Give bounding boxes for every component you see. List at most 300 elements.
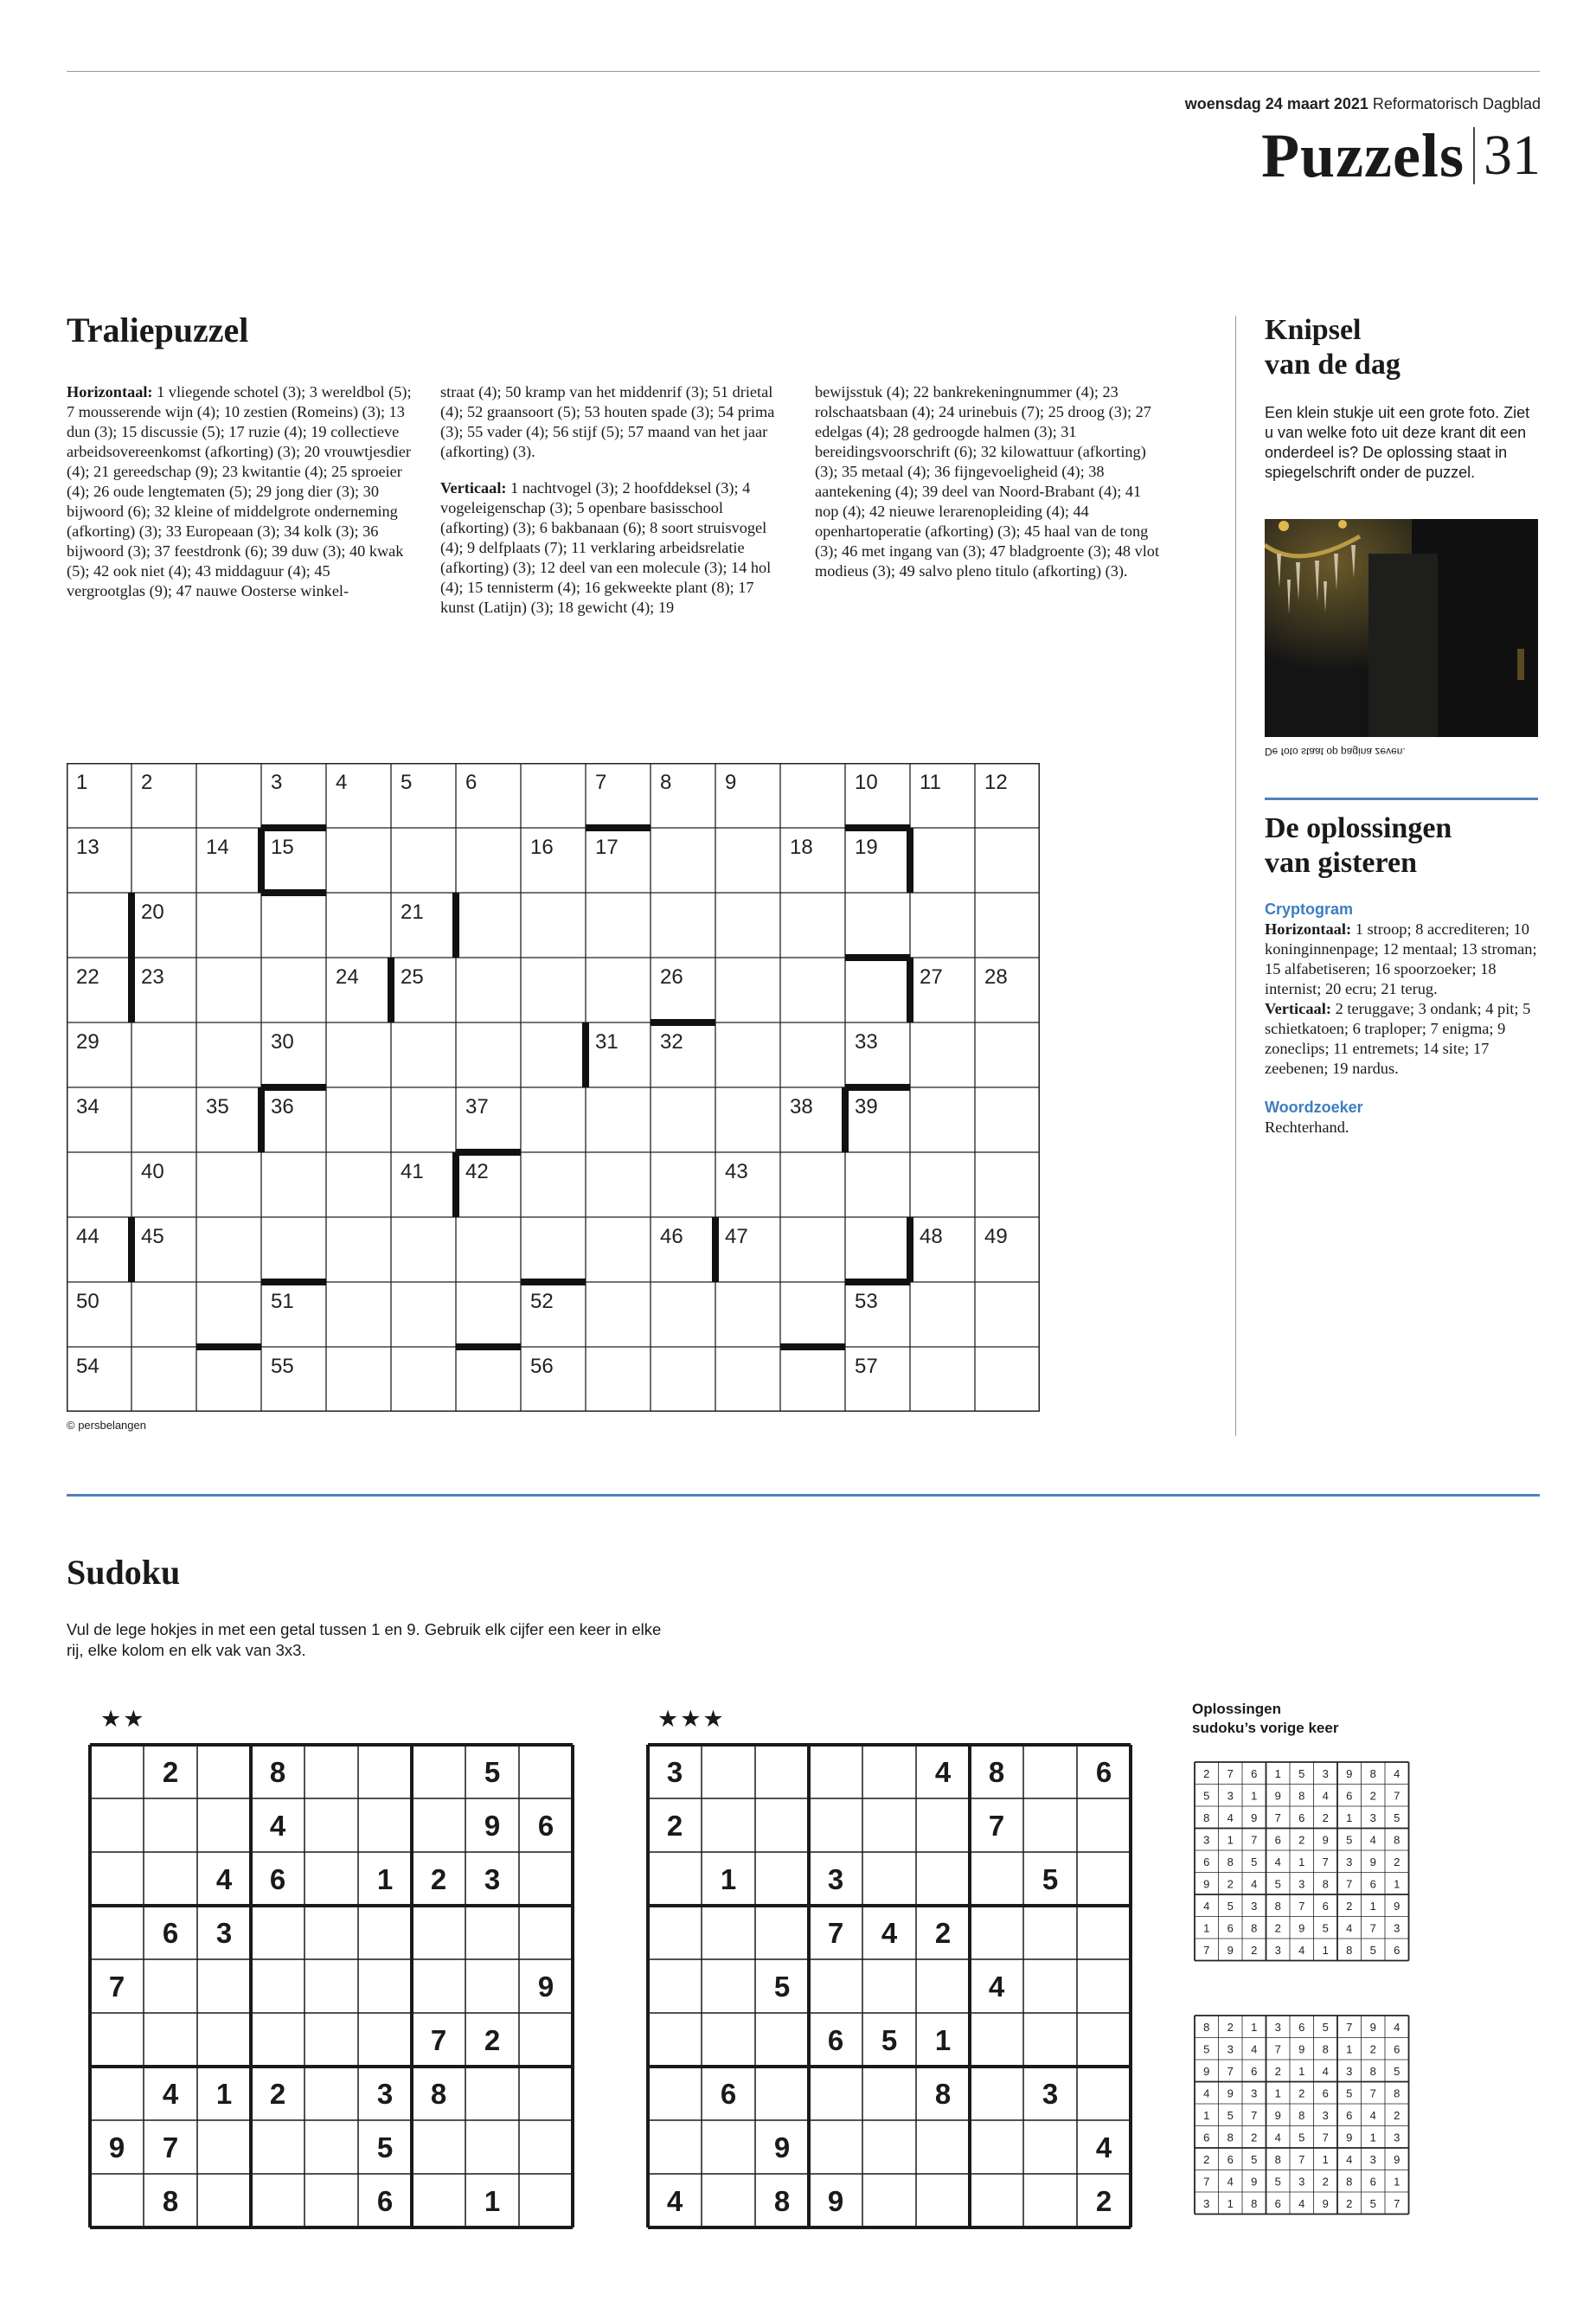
clue-number: 23: [141, 965, 164, 989]
solution-digit: 6: [1203, 1855, 1210, 1868]
sudoku-given: 5: [376, 2131, 394, 2163]
clue-number: 13: [76, 836, 99, 859]
clue-number: 10: [855, 771, 878, 794]
clues-column-3: [815, 382, 1161, 598]
solution-digit: 3: [1274, 2020, 1281, 2034]
solution-digit: 5: [1251, 1855, 1258, 1868]
solution-digit: 9: [1251, 2175, 1258, 2189]
solution-digit: 6: [1251, 1766, 1258, 1780]
solution-digit: 7: [1298, 1899, 1305, 1913]
solution-digit: 3: [1322, 1766, 1329, 1780]
solution-digit: 1: [1369, 1899, 1376, 1913]
solution-digit: 2: [1203, 1766, 1210, 1780]
solution-digit: 9: [1369, 2020, 1376, 2034]
solution-digit: 7: [1203, 2175, 1210, 2189]
solution-digit: 1: [1203, 2108, 1210, 2122]
sudoku-given: 6: [1095, 1756, 1112, 1788]
solution-digit: 1: [1274, 1766, 1281, 1780]
solution-digit: 1: [1394, 2175, 1401, 2189]
clue-number: 7: [595, 771, 607, 794]
solution-digit: 2: [1274, 2064, 1281, 2078]
sudoku-given: 7: [108, 1971, 125, 2003]
solution-digit: 2: [1298, 1833, 1305, 1847]
solution-digit: 1: [1227, 1833, 1234, 1847]
clue-number: 15: [271, 836, 294, 859]
solution-digit: 2: [1369, 2042, 1376, 2056]
solution-digit: 8: [1346, 1943, 1353, 1957]
solution-digit: 5: [1274, 1877, 1281, 1891]
woordzoeker-answer: Rechterhand.: [1265, 1118, 1349, 1136]
clue-number: 4: [336, 771, 348, 794]
solution-digit: 7: [1251, 2108, 1258, 2122]
solution-digit: 6: [1394, 1943, 1401, 1957]
solution-digit: 3: [1251, 1899, 1258, 1913]
solution-digit: 5: [1346, 2086, 1353, 2100]
solution-digit: 6: [1346, 1789, 1353, 1803]
solution-digit: 6: [1298, 2020, 1305, 2034]
solution-digit: 5: [1394, 1811, 1401, 1824]
solution-digit: 9: [1322, 2196, 1329, 2210]
solution-digit: 9: [1394, 1899, 1401, 1913]
sudoku-given: 4: [934, 1756, 952, 1788]
solution-digit: 3: [1394, 1921, 1401, 1935]
clue-number: 1: [76, 771, 88, 794]
sudoku-solutions-heading-line1: Oplossingen: [1192, 1701, 1281, 1717]
sudoku-given: 2: [666, 1810, 683, 1842]
sudoku-given: 1: [934, 2024, 952, 2056]
sudoku-given: 9: [827, 2185, 844, 2217]
clue-number: 45: [141, 1225, 164, 1248]
clue-number: 36: [271, 1095, 294, 1118]
sudoku-given: 1: [720, 1863, 737, 1895]
solution-digit: 8: [1346, 2175, 1353, 2189]
blue-rule-right: [1265, 798, 1538, 800]
solution-digit: 7: [1394, 2196, 1401, 2210]
clue-number: 53: [855, 1290, 878, 1313]
sudoku-given: 2: [484, 2024, 501, 2056]
solution-digit: 3: [1394, 2131, 1401, 2144]
solution-digit: 1: [1322, 2152, 1329, 2166]
solution-digit: 1: [1274, 2086, 1281, 2100]
clue-number: 26: [660, 965, 683, 989]
solution-digit: 5: [1203, 1789, 1210, 1803]
solution-digit: 5: [1274, 2175, 1281, 2189]
sol-verticaal: 2 teruggave; 3 ondank; 4 pit; 5 schietkatoen; 6 traploper; 7 enigma; 9 zoneclips; 11 entremets; 14 site; 17 zeebenen; 19 nardus.: [1265, 1000, 1531, 1077]
clue-number: 46: [660, 1225, 683, 1248]
clue-number: 17: [595, 836, 619, 859]
sudoku-title: Sudoku: [67, 1553, 181, 1592]
solution-digit: 2: [1346, 1899, 1353, 1913]
solution-digit: 1: [1369, 2131, 1376, 2144]
solution-digit: 3: [1369, 1811, 1376, 1824]
traliepuzzel-grid: [67, 763, 1040, 1412]
sudoku-solution-2: [1193, 2014, 1414, 2218]
oplossingen-title: [1265, 811, 1542, 881]
solution-digit: 8: [1227, 2131, 1234, 2144]
solution-digit: 6: [1394, 2042, 1401, 2056]
solution-digit: 4: [1227, 1811, 1234, 1824]
sudoku-given: 4: [162, 2078, 179, 2110]
solution-digit: 3: [1346, 1855, 1353, 1868]
clue-number: 35: [206, 1095, 229, 1118]
solution-digit: 1: [1251, 2020, 1258, 2034]
clue-number: 42: [465, 1160, 489, 1183]
sol-horizontaal-label: Horizontaal:: [1265, 920, 1352, 938]
masthead: [1261, 121, 1541, 190]
solution-digit: 4: [1394, 2020, 1401, 2034]
solution-digit: 2: [1394, 2108, 1401, 2122]
sudoku-given: 4: [881, 1917, 898, 1949]
solution-digit: 4: [1251, 1877, 1258, 1891]
solution-digit: 2: [1322, 1811, 1329, 1824]
solution-digit: 9: [1298, 2042, 1305, 2056]
solution-digit: 8: [1274, 2152, 1281, 2166]
solution-digit: 9: [1274, 1789, 1281, 1803]
horizontaal-label: Horizontaal:: [67, 383, 153, 401]
sudoku-given: 3: [827, 1863, 844, 1895]
clue-number: 37: [465, 1095, 489, 1118]
solution-digit: 5: [1322, 1921, 1329, 1935]
verticaal-clues-part2: bewijsstuk (4); 22 bankrekeningnummer (4); 23 rolschaatsbaan (4); 24 urinebuis (7); 25 droog (3); 27 edelgas (4); 28 gedroogde halmen (3); 31 bereidingsvoorschrift (6); 32 kilowattuur (afkorting) (3); 35 metaal (4); 36 fijngevoeligheid (4); 38 aantekening (4); 39 deel van Noord-Brabant (4); 41 nop (4); 42 nieuwe lerarenopleiding (4); 44 openhartoperatie (afkorting) (3); 45 haal van de tong (3); 46 met ingang van (3); 47 bladgroente (3); 48 vlot modieus (3); 49 salvo pleno titulo (afkorting) (3).: [815, 383, 1160, 580]
sudoku-given: 2: [162, 1756, 179, 1788]
sudoku-given: 9: [773, 2131, 791, 2163]
solution-digit: 5: [1369, 1943, 1376, 1957]
clue-number: 32: [660, 1030, 683, 1054]
solution-digit: 4: [1322, 2064, 1329, 2078]
solution-digit: 1: [1394, 1877, 1401, 1891]
solution-digit: 3: [1322, 2108, 1329, 2122]
solution-digit: 5: [1322, 2020, 1329, 2034]
sol-verticaal-label: Verticaal:: [1265, 1000, 1331, 1017]
sudoku-given: 5: [484, 1756, 501, 1788]
solution-digit: 4: [1274, 1855, 1281, 1868]
copyright: © persbelangen: [67, 1419, 146, 1432]
solution-digit: 4: [1203, 1899, 1210, 1913]
solution-digit: 7: [1369, 1921, 1376, 1935]
clue-number: 9: [725, 771, 737, 794]
solution-digit: 6: [1369, 1877, 1376, 1891]
dateline: [1185, 95, 1541, 113]
solution-digit: 7: [1227, 1766, 1234, 1780]
solution-digit: 8: [1274, 1899, 1281, 1913]
solution-digit: 2: [1227, 2020, 1234, 2034]
clue-number: 31: [595, 1030, 619, 1054]
clue-number: 51: [271, 1290, 294, 1313]
sudoku-given: 8: [773, 2185, 791, 2217]
solution-digit: 9: [1251, 1811, 1258, 1824]
date: woensdag 24 maart 2021: [1184, 95, 1368, 112]
solution-digit: 8: [1298, 2108, 1305, 2122]
solution-digit: 8: [1251, 2196, 1258, 2210]
column-divider: [1235, 316, 1236, 1436]
solution-digit: 2: [1369, 1789, 1376, 1803]
solution-digit: 6: [1227, 2152, 1234, 2166]
sudoku-given: 7: [162, 2131, 179, 2163]
solution-digit: 9: [1203, 1877, 1210, 1891]
sudoku-given: 6: [720, 2078, 737, 2110]
sudoku-given: 5: [1042, 1863, 1059, 1895]
clue-number: 39: [855, 1095, 878, 1118]
solution-digit: 1: [1322, 1943, 1329, 1957]
solution-digit: 6: [1346, 2108, 1353, 2122]
solution-digit: 2: [1346, 2196, 1353, 2210]
clue-number: 44: [76, 1225, 99, 1248]
clue-number: 8: [660, 771, 672, 794]
sudoku-intro: Vul de lege hokjes in met een getal tussen 1 en 9. Gebruik elk cijfer een keer in elke rij, elke kolom en elk vak van 3x3.: [67, 1620, 662, 1659]
solution-digit: 8: [1251, 1921, 1258, 1935]
clue-number: 27: [920, 965, 943, 989]
clue-number: 14: [206, 836, 229, 859]
knipsel-caption-mirrored: De foto staat op pagina zeven.: [1265, 746, 1406, 758]
sudoku-given: 1: [484, 2185, 501, 2217]
difficulty-stars-1: ★★: [100, 1706, 146, 1732]
solution-digit: 9: [1322, 1833, 1329, 1847]
clue-number: 18: [790, 836, 813, 859]
solution-digit: 4: [1203, 2086, 1210, 2100]
knipsel-photo: [1265, 519, 1538, 737]
solution-digit: 7: [1274, 2042, 1281, 2056]
solution-digit: 5: [1203, 2042, 1210, 2056]
solution-digit: 7: [1322, 1855, 1329, 1868]
solution-digit: 4: [1394, 1766, 1401, 1780]
clue-number: 19: [855, 836, 878, 859]
sudoku-given: 3: [484, 1863, 501, 1895]
solution-digit: 6: [1274, 2196, 1281, 2210]
solution-digit: 2: [1251, 2131, 1258, 2144]
sudoku-given: 5: [773, 1971, 791, 2003]
solution-digit: 3: [1227, 1789, 1234, 1803]
sudoku-given: 7: [430, 2024, 447, 2056]
sudoku-given: 6: [376, 2185, 394, 2217]
horizontaal-clues-part2: straat (4); 50 kramp van het middenrif (3); 51 drietal (4); 52 graansoort (5); 53 houten spade (3); 54 prima (3); 55 vader (4); 56 stijf (5); 57 maand van het jaar (afkorting) (3).: [440, 383, 775, 460]
solution-digit: 3: [1227, 2042, 1234, 2056]
solution-digit: 4: [1227, 2175, 1234, 2189]
solution-digit: 7: [1322, 2131, 1329, 2144]
knipsel-title-line2: van de dag: [1265, 349, 1401, 381]
solution-digit: 6: [1298, 1811, 1305, 1824]
sudoku-given: 6: [537, 1810, 554, 1842]
sudoku-given: 6: [269, 1863, 286, 1895]
sudoku-given: 6: [162, 1917, 179, 1949]
clue-number: 30: [271, 1030, 294, 1054]
sudoku-given: 8: [162, 2185, 179, 2217]
solution-digit: 3: [1298, 2175, 1305, 2189]
solution-digit: 7: [1394, 1789, 1401, 1803]
solution-digit: 6: [1322, 2086, 1329, 2100]
solution-digit: 9: [1346, 1766, 1353, 1780]
sudoku-given: 9: [484, 1810, 501, 1842]
sudoku-given: 4: [215, 1863, 233, 1895]
solution-digit: 6: [1274, 1833, 1281, 1847]
clue-number: 47: [725, 1225, 748, 1248]
solution-digit: 4: [1369, 1833, 1376, 1847]
solution-digit: 9: [1203, 2064, 1210, 2078]
solution-digit: 8: [1203, 1811, 1210, 1824]
cryptogram-label: Cryptogram: [1265, 901, 1354, 918]
solution-digit: 8: [1394, 2086, 1401, 2100]
traliepuzzel-title: Traliepuzzel: [67, 311, 249, 349]
clue-number: 25: [401, 965, 424, 989]
sudoku-given: 8: [934, 2078, 952, 2110]
sudoku-solutions-heading-line2: sudoku’s vorige keer: [1192, 1720, 1339, 1736]
clue-number: 56: [530, 1355, 554, 1378]
blue-rule-middle: [67, 1494, 1540, 1497]
clue-number: 41: [401, 1160, 424, 1183]
solution-digit: 3: [1298, 1877, 1305, 1891]
clue-number: 6: [465, 771, 478, 794]
solution-digit: 8: [1227, 1855, 1234, 1868]
sudoku-given: 3: [666, 1756, 683, 1788]
solution-digit: 9: [1369, 1855, 1376, 1868]
oplossingen-title-line1: De oplossingen: [1265, 812, 1452, 844]
sudoku-given: 2: [1095, 2185, 1112, 2217]
horizontaal-clues-part1: 1 vliegende schotel (3); 3 wereldbol (5); 7 mousserende wijn (4); 10 zestien (Romeins) (3); 13 dun (3); 15 discussie (5); 17 ruzie (4); 19 collectieve arbeidsovereenkomst (afkorting) (3); 20 vrouwtjesdier (4); 21 gereedschap (9); 23 kwitantie (4); 25 sproeier (4); 26 oude lengtematen (5); 29 jong dier (3); 30 bijwoord (6); 32 kleine of middelgrote onderneming (afkorting) (3); 33 Europeaan (3); 34 kolk (3); 36 bijwoord (3); 37 feestdronk (6); 39 duw (3); 40 kwak (5); 42 ook niet (4); 43 middaguur (4); 45 vergrootglas (9); 47 nauwe Oosterse winkel-: [67, 383, 412, 599]
solution-digit: 3: [1274, 1943, 1281, 1957]
top-rule: [67, 71, 1540, 72]
solution-digit: 5: [1251, 2152, 1258, 2166]
sudoku-solutions-heading: [1192, 1700, 1338, 1738]
solution-digit: 6: [1251, 2064, 1258, 2078]
sudoku-given: 8: [430, 2078, 447, 2110]
clue-number: 49: [984, 1225, 1008, 1248]
solution-digit: 7: [1346, 2020, 1353, 2034]
difficulty-stars-2: ★★★: [657, 1706, 726, 1732]
oplossingen-body: [1265, 900, 1542, 1138]
sudoku-given: 4: [269, 1810, 286, 1842]
knipsel-title-line1: Knipsel: [1265, 314, 1362, 346]
solution-digit: 9: [1346, 2131, 1353, 2144]
solution-digit: 4: [1298, 2196, 1305, 2210]
page-number: 31: [1484, 124, 1541, 187]
knipsel-text: Een klein stukje uit een grote foto. Ziet u van welke foto uit deze krant dit een onderdeel is? De oplossing staat in spiegelschrift onder de puzzel.: [1265, 404, 1530, 481]
sudoku-given: 2: [430, 1863, 447, 1895]
solution-digit: 2: [1322, 2175, 1329, 2189]
solution-digit: 4: [1369, 2108, 1376, 2122]
woordzoeker-label: Woordzoeker: [1265, 1099, 1363, 1116]
solution-digit: 2: [1251, 1943, 1258, 1957]
knipsel-title: [1265, 313, 1542, 382]
solution-digit: 8: [1369, 1766, 1376, 1780]
solution-digit: 9: [1227, 1943, 1234, 1957]
clue-number: 3: [271, 771, 283, 794]
solution-digit: 3: [1369, 2152, 1376, 2166]
clue-number: 29: [76, 1030, 99, 1054]
solution-digit: 1: [1227, 2196, 1234, 2210]
sudoku-given: 8: [269, 1756, 286, 1788]
solution-digit: 8: [1322, 1877, 1329, 1891]
clue-number: 55: [271, 1355, 294, 1378]
sudoku-given: 3: [376, 2078, 394, 2110]
verticaal-clues-part1: 1 nachtvogel (3); 2 hoofddeksel (3); 4 vogeleigenschap (3); 5 openbare basisschool (afkorting) (3); 6 bakbanaan (6); 8 soort struisvogel (4); 9 delfplaats (7); 11 verklaring arbeidsrelatie (afkorting) (3); 12 deel van een molecule (3); 14 hol (4); 15 tennisterm (4); 16 gekweekte plant (8); 17 kunst (Latijn) (3); 18 gewicht (4); 19: [440, 479, 772, 616]
sudoku-solution-1: [1193, 1760, 1414, 1965]
solution-digit: 7: [1369, 2086, 1376, 2100]
solution-digit: 7: [1346, 1877, 1353, 1891]
publication-name: Reformatorisch Dagblad: [1372, 95, 1541, 112]
sudoku-given: 4: [988, 1971, 1005, 2003]
clue-number: 52: [530, 1290, 554, 1313]
clue-number: 11: [920, 771, 941, 794]
solution-digit: 6: [1369, 2175, 1376, 2189]
solution-digit: 2: [1274, 1921, 1281, 1935]
sudoku-given: 2: [269, 2078, 286, 2110]
clue-number: 28: [984, 965, 1008, 989]
sudoku-given: 2: [934, 1917, 952, 1949]
clue-number: 38: [790, 1095, 813, 1118]
sudoku-given: 3: [215, 1917, 233, 1949]
solution-digit: 7: [1298, 2152, 1305, 2166]
clue-number: 34: [76, 1095, 99, 1118]
sudoku-given: 7: [988, 1810, 1005, 1842]
solution-digit: 4: [1346, 1921, 1353, 1935]
sudoku-puzzle-2: [644, 1741, 1134, 2231]
solution-digit: 3: [1346, 2064, 1353, 2078]
sudoku-given: 5: [881, 2024, 898, 2056]
clues-column-1: [67, 382, 413, 618]
solution-digit: 7: [1203, 1943, 1210, 1957]
clues-column-2: [440, 382, 786, 634]
clue-number: 21: [401, 901, 424, 924]
solution-digit: 5: [1346, 1833, 1353, 1847]
solution-digit: 9: [1298, 1921, 1305, 1935]
clue-number: 24: [336, 965, 359, 989]
clue-number: 2: [141, 771, 153, 794]
solution-digit: 5: [1369, 2196, 1376, 2210]
solution-digit: 7: [1251, 1833, 1258, 1847]
solution-digit: 4: [1298, 1943, 1305, 1957]
solution-digit: 7: [1274, 1811, 1281, 1824]
solution-digit: 2: [1394, 1855, 1401, 1868]
solution-digit: 1: [1298, 2064, 1305, 2078]
solution-digit: 4: [1274, 2131, 1281, 2144]
clue-number: 48: [920, 1225, 943, 1248]
solution-digit: 8: [1322, 2042, 1329, 2056]
clue-number: 50: [76, 1290, 99, 1313]
solution-digit: 5: [1227, 1899, 1234, 1913]
verticaal-label: Verticaal:: [440, 479, 507, 497]
solution-digit: 9: [1274, 2108, 1281, 2122]
solution-digit: 1: [1346, 2042, 1353, 2056]
solution-digit: 9: [1227, 2086, 1234, 2100]
solution-digit: 1: [1298, 1855, 1305, 1868]
oplossingen-title-line2: van gisteren: [1265, 847, 1417, 879]
sudoku-given: 6: [827, 2024, 844, 2056]
masthead-separator: [1473, 127, 1475, 184]
sol-horizontaal: 1 stroop; 8 accrediteren; 10 koninginnenpage; 12 mentaal; 13 stroman; 15 alfabetiseren; 16 spoorzoeker; 18 internist; 20 ecru; 21 terug.: [1265, 920, 1537, 997]
solution-digit: 8: [1298, 1789, 1305, 1803]
sudoku-given: 9: [537, 1971, 554, 2003]
solution-digit: 5: [1227, 2108, 1234, 2122]
clue-number: 54: [76, 1355, 99, 1378]
solution-digit: 7: [1227, 2064, 1234, 2078]
solution-digit: 8: [1203, 2020, 1210, 2034]
solution-digit: 5: [1298, 2131, 1305, 2144]
clue-number: 20: [141, 901, 164, 924]
solution-digit: 4: [1322, 1789, 1329, 1803]
solution-digit: 5: [1298, 1766, 1305, 1780]
sudoku-given: 3: [1042, 2078, 1059, 2110]
solution-digit: 6: [1227, 1921, 1234, 1935]
sudoku-puzzle-1: [87, 1741, 576, 2231]
clue-number: 57: [855, 1355, 878, 1378]
solution-digit: 2: [1203, 2152, 1210, 2166]
clue-number: 43: [725, 1160, 748, 1183]
solution-digit: 2: [1227, 1877, 1234, 1891]
solution-digit: 2: [1298, 2086, 1305, 2100]
sudoku-given: 1: [376, 1863, 394, 1895]
clue-number: 12: [984, 771, 1008, 794]
clue-number: 33: [855, 1030, 878, 1054]
section-title: Puzzels: [1261, 120, 1465, 190]
